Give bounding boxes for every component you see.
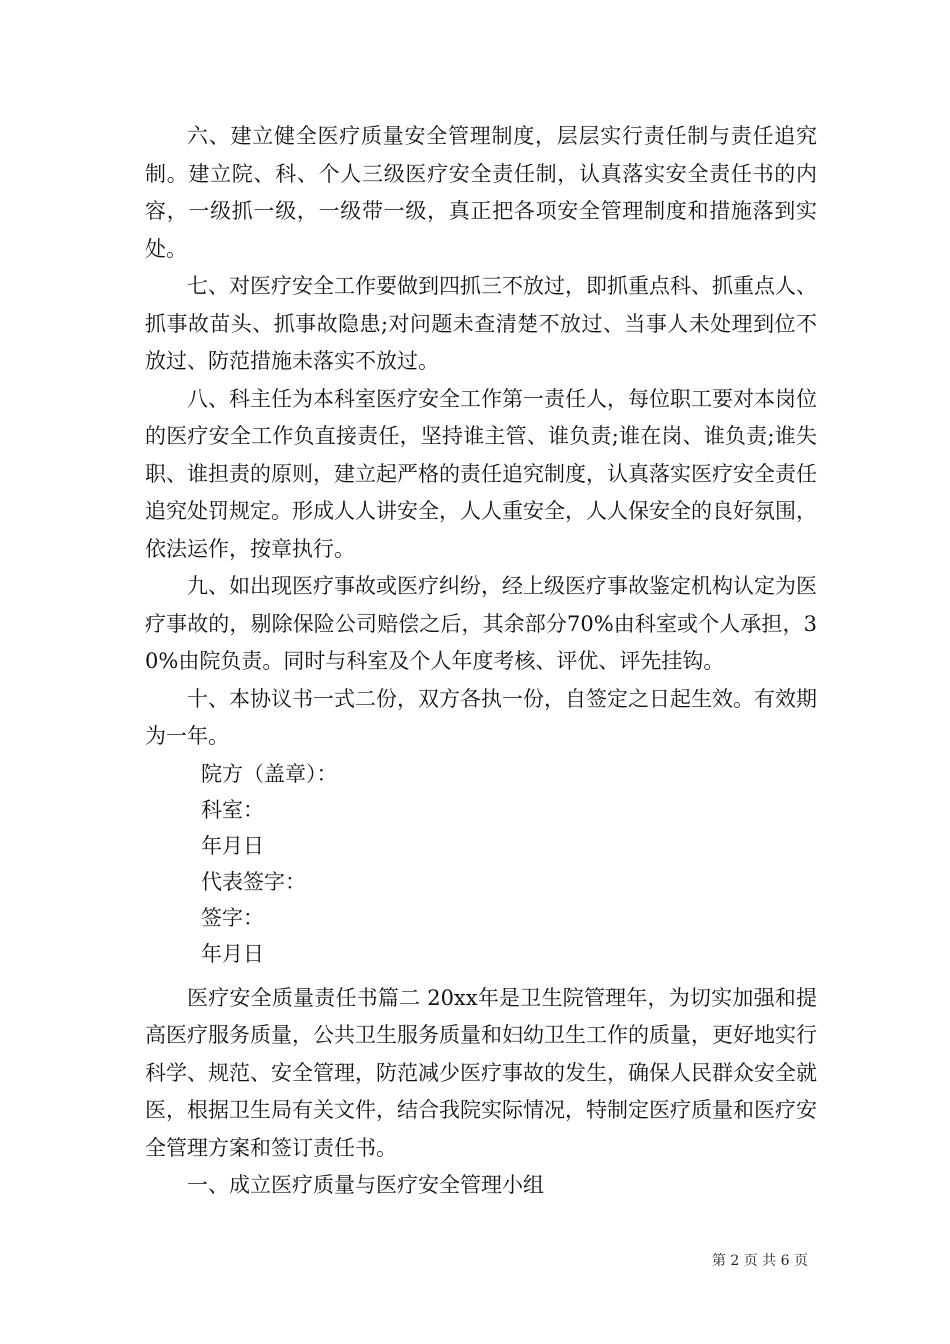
paragraph-8: 八、科主任为本科室医疗安全工作第一责任人，每位职工要对本岗位的医疗安全工作负直接责任，坚持谁主管、谁负责;谁在岗、谁负责;谁失职、谁担责的原则，建立起严格的责任追究制度，认真落实医疗安全责任追究处罚规定。形成人人讲安全，人人重安全，人人保安全的良好氛围，依法运作，按章执行。 — [145, 386, 817, 561]
paragraph-part2-item1: 一、成立医疗质量与医疗安全管理小组 — [187, 1173, 544, 1197]
signature-date-1: 年月日 — [201, 833, 264, 858]
paragraph-10: 十、本协议书一式二份，双方各执一份，自签定之日起生效。有效期为一年。 — [145, 686, 817, 748]
paragraph-9: 九、如出现医疗事故或医疗纠纷，经上级医疗事故鉴定机构认定为医疗事故的，剔除保险公司赔偿之后，其余部分70%由科室或个人承担，30%由院负责。同时与科室及个人年度考核、评优、评先挂钩。 — [145, 574, 817, 673]
signature-department: 科室： — [201, 797, 264, 822]
paragraph-7: 七、对医疗安全工作要做到四抓三不放过，即抓重点科、抓重点人、抓事故苗头、抓事故隐患;对问题未查清楚不放过、当事人未处理到位不放过、防范措施未落实不放过。 — [145, 274, 817, 373]
signature-representative: 代表签字： — [201, 869, 306, 894]
signature-sign: 签字： — [201, 905, 264, 930]
page-number: 第 2 页 共 6 页 — [711, 1253, 808, 1269]
signature-hospital: 院方（盖章）： — [201, 761, 338, 786]
paragraph-6: 六、建立健全医疗质量安全管理制度，层层实行责任制与责任追究制。建立院、科、个人三级医疗安全责任制，认真落实安全责任书的内容，一级抓一级，一级带一级，真正把各项安全管理制度和措施落到实处。 — [145, 124, 817, 261]
paragraph-part2-intro: 医疗安全质量责任书篇二 20xx年是卫生院管理年，为切实加强和提高医疗服务质量，公共卫生服务质量和妇幼卫生工作的质量，更好地实行科学、规范、安全管理，防范减少医疗事故的发生，确保人民群众安全就医，根据卫生局有关文件，结合我院实际情况，特制定医疗质量和医疗安全管理方案和签订责任书。 — [145, 985, 817, 1160]
document-body — [145, 118, 817, 1205]
signature-date-2: 年月日 — [201, 941, 264, 966]
